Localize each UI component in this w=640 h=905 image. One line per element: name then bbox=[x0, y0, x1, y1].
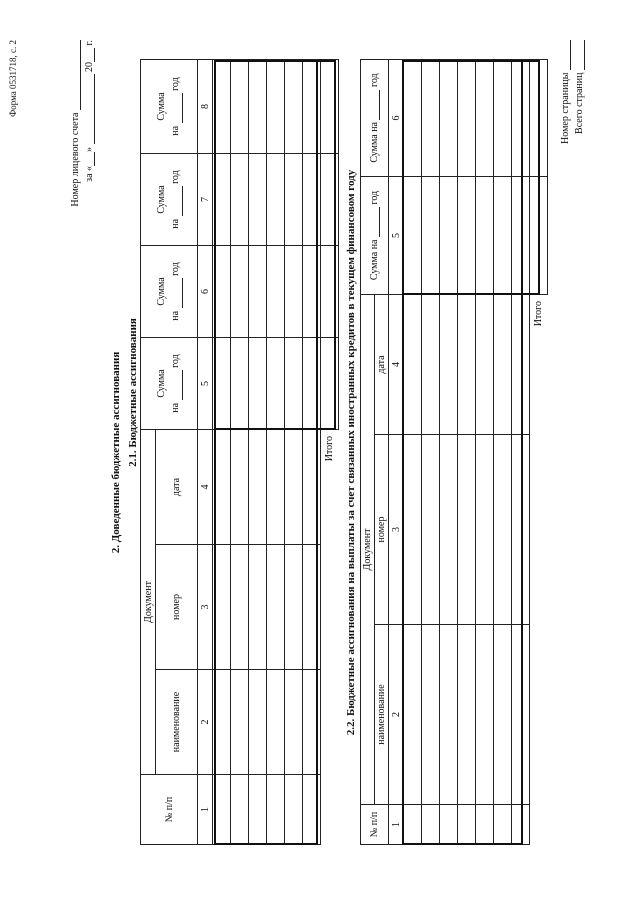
foreign-credit-allocations-table bbox=[360, 59, 548, 845]
account-number-label: Номер лицевого счета bbox=[70, 40, 81, 207]
table-row bbox=[476, 59, 494, 844]
table-row bbox=[267, 59, 285, 844]
col-header-num: № п/п bbox=[141, 775, 198, 845]
table-row bbox=[440, 59, 458, 844]
col-index: 4 bbox=[389, 294, 404, 434]
col-index: 2 bbox=[198, 670, 213, 775]
col-header-sum-5: Сумма на год bbox=[141, 337, 198, 429]
table-row bbox=[422, 59, 440, 844]
subsection-2-title: 2.2. Бюджетные ассигнования на выплаты за счет связанных иностранных кредитов в текущем финансовом году bbox=[345, 169, 357, 736]
col-index: 1 bbox=[198, 775, 213, 845]
subsection-1-title: 2.1. Бюджетные ассигнования bbox=[127, 318, 139, 467]
total-label: Итого bbox=[324, 435, 336, 462]
col-index: 5 bbox=[389, 176, 404, 294]
table-row bbox=[404, 59, 422, 844]
table-row bbox=[512, 59, 530, 844]
table-row bbox=[303, 59, 321, 844]
col-index: 8 bbox=[198, 59, 213, 153]
account-date: за «» 20 г. bbox=[84, 40, 95, 182]
col-index: 5 bbox=[198, 337, 213, 429]
col-header-number: номер bbox=[156, 545, 198, 670]
col-index: 6 bbox=[389, 59, 404, 176]
col-header-date: дата bbox=[156, 429, 198, 544]
col-index: 2 bbox=[389, 625, 404, 805]
col-index: 4 bbox=[198, 429, 213, 544]
col-header-sum-6: Сумма на год bbox=[361, 59, 389, 176]
col-header-document: Документ bbox=[361, 294, 375, 804]
col-index: 6 bbox=[198, 245, 213, 337]
col-index: 3 bbox=[389, 435, 404, 625]
table-row bbox=[231, 59, 249, 844]
table-row bbox=[249, 59, 267, 844]
table-row bbox=[458, 59, 476, 844]
col-index: 1 bbox=[389, 805, 404, 845]
col-header-num: № п/п bbox=[361, 805, 389, 845]
section-title: 2. Доведенные бюджетные ассигнования bbox=[110, 351, 122, 554]
total-row bbox=[530, 59, 548, 844]
total-pages-label: Всего страниц bbox=[574, 40, 585, 134]
form-code: Форма 0531718, с. 2 bbox=[8, 40, 18, 117]
col-header-sum-5: Сумма на год bbox=[361, 176, 389, 294]
col-index: 7 bbox=[198, 153, 213, 245]
col-header-name: наименование bbox=[156, 670, 198, 775]
col-header-number: номер bbox=[375, 435, 389, 625]
table-row bbox=[213, 59, 231, 844]
col-index: 3 bbox=[198, 545, 213, 670]
col-header-sum-6: Сумма на год bbox=[141, 245, 198, 337]
budget-allocations-table bbox=[140, 59, 339, 845]
col-header-date: дата bbox=[375, 294, 389, 434]
col-header-name: наименование bbox=[375, 625, 389, 805]
col-header-sum-8: Сумма на год bbox=[141, 59, 198, 153]
col-header-sum-7: Сумма на год bbox=[141, 153, 198, 245]
table-row bbox=[285, 59, 303, 844]
col-header-document: Документ bbox=[141, 429, 156, 774]
total-row bbox=[321, 59, 339, 844]
total-label: Итого bbox=[533, 300, 545, 327]
page-number-label: Номер страницы bbox=[560, 40, 571, 144]
table-row bbox=[494, 59, 512, 844]
